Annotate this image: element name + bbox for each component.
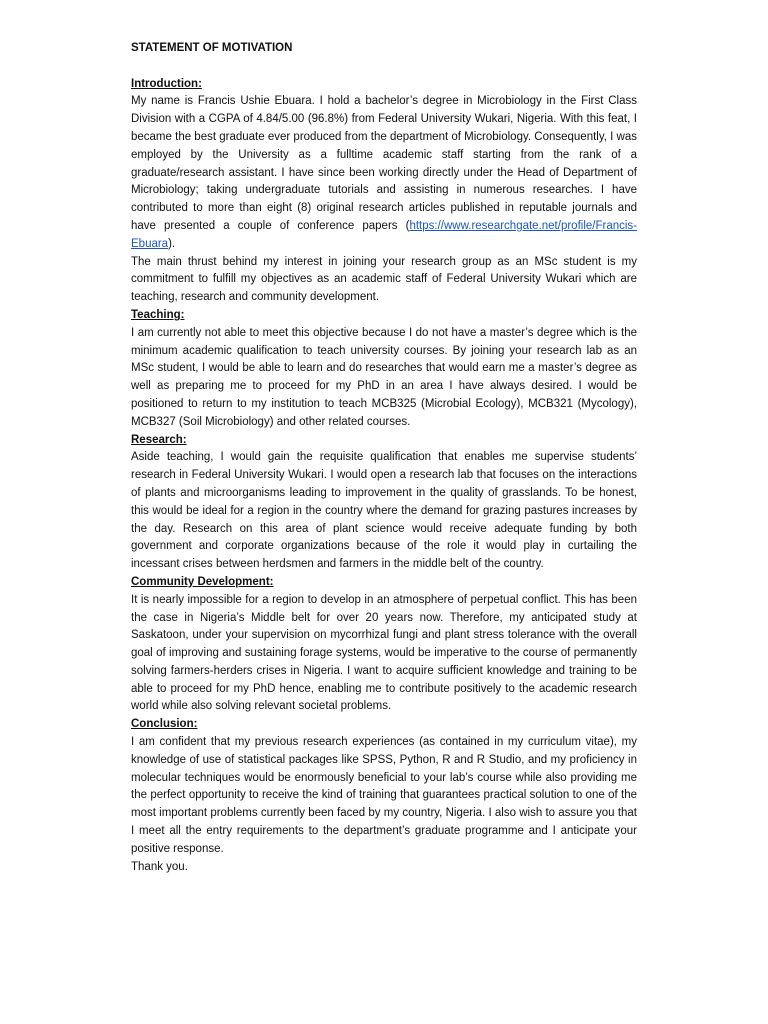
teaching-paragraph: I am currently not able to meet this objective because I do not have a master’s degree which is the minimum academic qualification to teach university courses. By joining your research lab as an MSc student, I would be able to learn and do researches that would earn me a master’s degree as well as preparing me to proceed for my PhD in an area I have always desired. I would be positioned to return to my institution to teach MCB325 (Microbial Ecology), MCB321 (Mycology), MCB327 (Soil Microbiology) and other related courses. <box>131 326 637 428</box>
motivation-paragraph: The main thrust behind my interest in joining your research group as an MSc student is my commitment to fulfill my objectives as an academic staff of Federal University Wukari which are teaching, research and community development. <box>131 255 637 304</box>
community-development-paragraph: It is nearly impossible for a region to develop in an atmosphere of perpetual conflict. This has been the case in Nigeria’s Middle belt for over 20 years now. Therefore, my anticipated study at Saskatoon, under your supervision on mycorrhizal fungi and plant stress tolerance with the overall goal of improving and sustaining forage systems, would be imperative to the course of permanently solving farmers-herders crises in Nigeria. I want to acquire sufficient knowledge and training to be able to proceed for my PhD hence, enabling me to contribute positively to the academic research world while also solving relevant societal problems. <box>131 593 637 713</box>
introduction-text-end: ). <box>168 237 176 250</box>
document-title: STATEMENT OF MOTIVATION <box>131 42 293 54</box>
teaching-heading: Teaching: <box>131 308 185 321</box>
conclusion-paragraph: I am confident that my previous research experiences (as contained in my curriculum vitae), my knowledge of use of statistical packages like SPSS, Python, R and R Studio, and my proficiency in molecular techniques would be enormously beneficial to your lab’s course while also providing me the perfect opportunity to receive the kind of training that guarantees practical solution to one of the most important problems currently been faced by my country, Nigeria. I also wish to assure you that I meet all the entry requirements to the department’s graduate programme and I anticipate your positive response. <box>131 736 637 855</box>
closing-line: Thank you. <box>131 860 188 873</box>
research-heading: Research: <box>131 433 187 446</box>
introduction-text: My name is Francis Ushie Ebuara. I hold a bachelor’s degree in Microbiology in the First Class Division with a CGPA of 4.84/5.00 (96.8%) from Federal University Wukari, Nigeria. With this feat, I became the best graduate ever produced from the department of Microbiology. Consequently, I was employed by the University as a fulltime academic staff starting from the rank of a graduate/research assistant. I have since been working directly under the Head of Department of Microbiology; taking undergraduate tutorials and assisting in numerous researches. I have contributed to more than eight (8) original research articles published in reputable journals and have presented a couple of conference papers ( <box>131 95 637 232</box>
introduction-heading: Introduction: <box>131 77 202 90</box>
community-development-heading: Community Development: <box>131 575 274 588</box>
researchgate-link[interactable]: https://www.researchgate.net/profile/Francis-Ebuara <box>131 219 637 250</box>
research-paragraph: Aside teaching, I would gain the requisite qualification that enables me supervise students’ research in Federal University Wukari. I would open a research lab that focuses on the interactions of plants and microorganisms leading to improvement in the quality of grasslands. To be honest, this would be ideal for a region in the country where the demand for grazing pastures increases by the day. Research on this area of plant science would receive adequate funding by both government and corporate organizations because of the role it would play in curtailing the incessant crises between herdsmen and farmers in the middle belt of the country. <box>131 451 637 571</box>
introduction-paragraph <box>131 93 637 253</box>
conclusion-heading: Conclusion: <box>131 718 198 731</box>
document-page <box>131 40 637 876</box>
